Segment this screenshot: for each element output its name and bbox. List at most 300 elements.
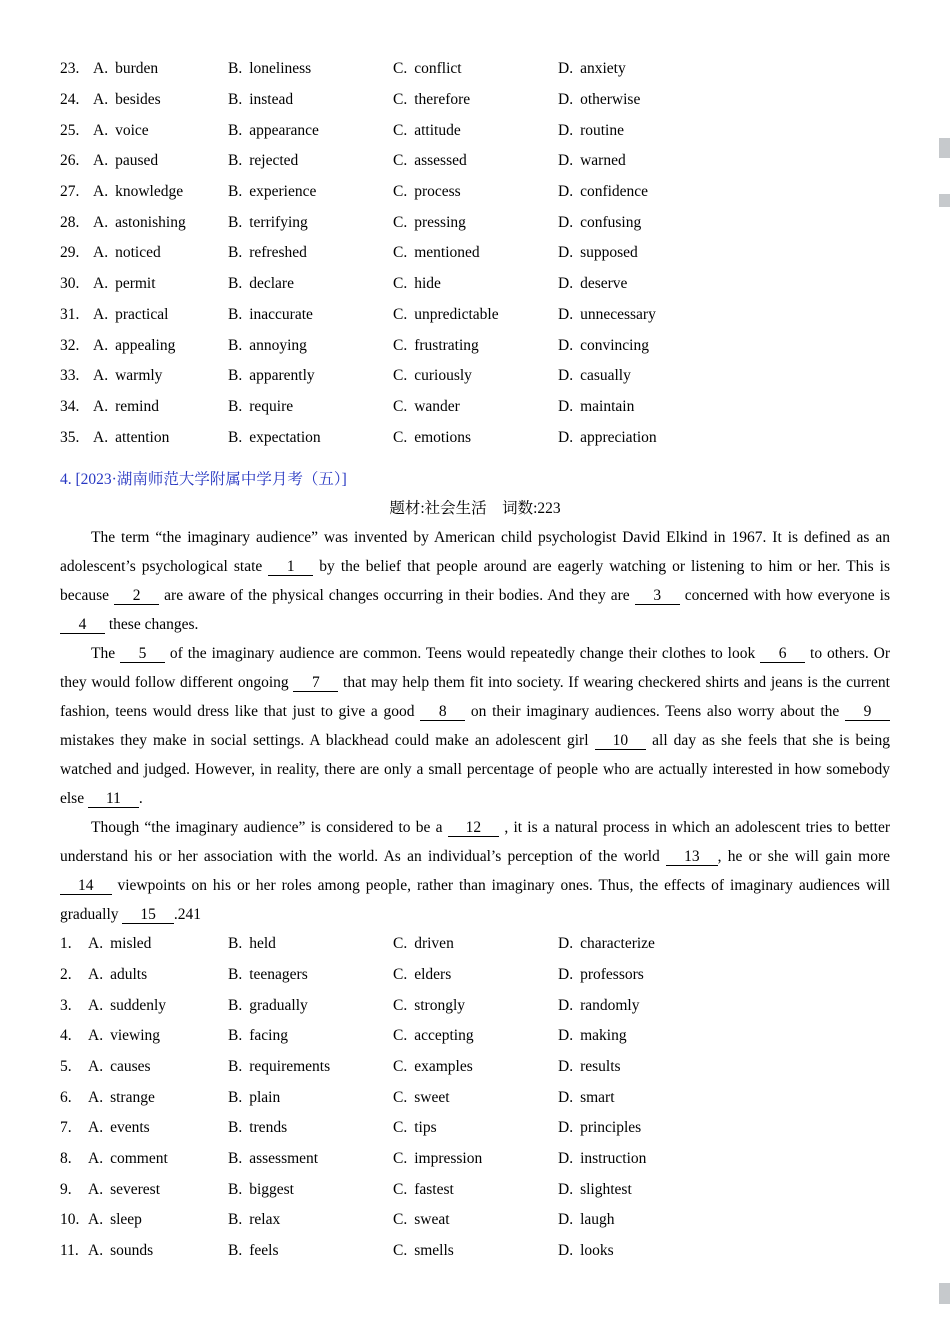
option-a <box>93 367 228 385</box>
blank-number: 10 <box>612 731 629 749</box>
option-text: warmly <box>115 367 163 385</box>
option-label: C. <box>393 152 408 170</box>
option-b <box>228 60 393 78</box>
option-label: D. <box>558 183 574 201</box>
option-b <box>228 1089 393 1107</box>
option-a <box>88 935 228 953</box>
option-label: D. <box>558 336 574 354</box>
option-text: pressing <box>414 213 466 231</box>
option-text: process <box>414 183 461 201</box>
blank-number: 7 <box>311 673 320 691</box>
question-number: 32. <box>60 336 80 354</box>
cloze-blank <box>595 732 647 750</box>
option-text: maintain <box>580 397 635 415</box>
option-a <box>93 244 228 262</box>
option-label: C. <box>393 1150 408 1168</box>
option-label: D. <box>558 1150 574 1168</box>
cloze-passage <box>60 523 890 929</box>
option-text: sounds <box>110 1242 154 1260</box>
option-text: elders <box>414 965 452 983</box>
section-header: 4. [2023·湖南师范大学附属中学月考（五）] <box>60 470 347 488</box>
question-row <box>60 238 890 269</box>
passage-text: by the belief that people around are eagerly watching or listening to him or her. This is because <box>60 557 891 604</box>
option-text: declare <box>249 275 294 293</box>
option-label: C. <box>393 397 408 415</box>
option-text: paused <box>115 152 159 170</box>
option-label: B. <box>228 60 243 78</box>
option-label: C. <box>393 244 408 262</box>
option-label: A. <box>93 275 109 293</box>
option-a <box>88 1150 228 1168</box>
question-number: 4. <box>60 1027 72 1045</box>
question-number: 11. <box>60 1242 79 1260</box>
option-label: C. <box>393 428 408 446</box>
option-a <box>93 306 228 324</box>
question-row <box>60 330 890 361</box>
option-c <box>393 367 558 385</box>
passage-paragraph <box>60 813 890 929</box>
cloze-blank <box>448 819 500 837</box>
question-row <box>60 392 890 423</box>
question-number: 8. <box>60 1150 72 1168</box>
question-row <box>60 1236 890 1267</box>
option-d <box>558 1211 890 1229</box>
question-row <box>60 207 890 238</box>
passage-text: all day as she feels that she is being watched and judged. However, in reality, there are only a small percentage of people who are actually interested in how somebody else <box>60 731 890 807</box>
option-b <box>228 1181 393 1199</box>
question-row <box>60 54 890 85</box>
question-row <box>60 960 890 991</box>
option-label: D. <box>558 935 574 953</box>
option-text: warned <box>580 152 626 170</box>
option-c <box>393 183 558 201</box>
option-c <box>393 1089 558 1107</box>
option-text: frustrating <box>414 336 479 354</box>
option-b <box>228 244 393 262</box>
option-text: noticed <box>115 244 161 262</box>
passage-paragraph <box>60 523 890 639</box>
option-a <box>88 1181 228 1199</box>
question-number: 30. <box>60 275 80 293</box>
option-c <box>393 337 558 355</box>
option-label: A. <box>93 305 109 323</box>
option-text: wander <box>414 397 460 415</box>
option-c <box>393 275 558 293</box>
question-row <box>60 361 890 392</box>
option-text: instruction <box>580 1150 647 1168</box>
option-text: severest <box>110 1180 160 1198</box>
option-label: D. <box>558 1242 574 1260</box>
option-label: C. <box>393 1211 408 1229</box>
question-list-lower <box>60 929 890 1267</box>
option-d <box>558 1058 890 1076</box>
option-label: A. <box>93 152 109 170</box>
option-d <box>558 966 890 984</box>
option-c <box>393 244 558 262</box>
option-label: A. <box>93 213 109 231</box>
question-list-upper <box>60 54 890 453</box>
option-text: mentioned <box>414 244 480 262</box>
option-label: B. <box>228 305 243 323</box>
option-a <box>88 1242 228 1260</box>
option-c <box>393 122 558 140</box>
option-label: B. <box>228 244 243 262</box>
option-label: A. <box>88 1180 104 1198</box>
option-text: driven <box>414 935 454 953</box>
option-text: curiously <box>414 367 472 385</box>
option-label: B. <box>228 152 243 170</box>
option-label: A. <box>88 1058 104 1076</box>
option-text: require <box>249 397 294 415</box>
question-number: 31. <box>60 305 80 323</box>
passage-text: . <box>138 789 143 807</box>
option-text: biggest <box>249 1180 294 1198</box>
question-number: 9. <box>60 1180 72 1198</box>
option-d <box>558 429 890 447</box>
option-text: laugh <box>580 1211 615 1229</box>
option-label: B. <box>228 1180 243 1198</box>
option-label: C. <box>393 1058 408 1076</box>
option-a <box>88 1027 228 1045</box>
option-label: C. <box>393 275 408 293</box>
question-row <box>60 1021 890 1052</box>
option-text: examples <box>414 1058 473 1076</box>
option-label: A. <box>88 1150 104 1168</box>
option-text: conflict <box>414 60 462 78</box>
cloze-blank <box>120 645 165 663</box>
option-text: unpredictable <box>414 305 499 323</box>
option-text: annoying <box>249 336 307 354</box>
passage-text: that may help them fit into society. If wearing checkered shirts and jeans is the current fashion, teens would dress like that just to give a good <box>60 673 890 720</box>
option-b <box>228 1027 393 1045</box>
option-text: trends <box>249 1119 288 1137</box>
option-label: C. <box>393 60 408 78</box>
option-text: besides <box>115 91 161 109</box>
option-d <box>558 275 890 293</box>
passage-text: to others. Or they would follow different ongoing <box>60 644 891 691</box>
option-text: permit <box>115 275 156 293</box>
option-text: impression <box>414 1150 483 1168</box>
option-label: A. <box>93 183 109 201</box>
question-number: 29. <box>60 244 80 262</box>
option-c <box>393 306 558 324</box>
option-label: A. <box>88 1119 104 1137</box>
option-a <box>88 997 228 1015</box>
option-text: emotions <box>414 428 472 446</box>
option-text: facing <box>249 1027 288 1045</box>
option-label: D. <box>558 1027 574 1045</box>
question-row <box>60 146 890 177</box>
question-row <box>60 1174 890 1205</box>
cloze-blank <box>114 587 159 605</box>
option-label: B. <box>228 1242 243 1260</box>
option-text: looks <box>580 1242 614 1260</box>
question-number: 26. <box>60 152 80 170</box>
passage-text: The term “the imaginary audience” was invented by American child psychologist David Elkind in 1967. It is defined as an adolescent’s psychological state <box>60 528 890 575</box>
option-text: randomly <box>580 996 640 1014</box>
option-text: plain <box>249 1088 281 1106</box>
question-row <box>60 269 890 300</box>
option-text: deserve <box>580 275 628 293</box>
question-row <box>60 929 890 960</box>
option-d <box>558 997 890 1015</box>
option-label: B. <box>228 1058 243 1076</box>
option-text: requirements <box>249 1058 331 1076</box>
option-a <box>93 214 228 232</box>
question-row <box>60 300 890 331</box>
option-label: B. <box>228 1211 243 1229</box>
option-label: A. <box>88 1211 104 1229</box>
passage-text: on their imaginary audiences. Teens also worry about the <box>465 702 845 720</box>
option-c <box>393 1119 558 1137</box>
option-b <box>228 997 393 1015</box>
option-b <box>228 275 393 293</box>
passage-meta: 题材:社会生活 词数:223 <box>389 499 561 517</box>
option-text: feels <box>249 1242 279 1260</box>
option-text: misled <box>110 935 152 953</box>
question-row <box>60 1113 890 1144</box>
option-label: B. <box>228 275 243 293</box>
option-text: convincing <box>580 336 649 354</box>
passage-text: are aware of the physical changes occurring in their bodies. And they are <box>159 586 635 604</box>
option-text: appearance <box>249 121 319 139</box>
option-c <box>393 429 558 447</box>
option-label: C. <box>393 1242 408 1260</box>
blank-number: 14 <box>78 876 94 894</box>
question-row <box>60 177 890 208</box>
option-label: B. <box>228 213 243 231</box>
option-d <box>558 1119 890 1137</box>
option-text: events <box>110 1119 150 1137</box>
option-d <box>558 60 890 78</box>
option-text: teenagers <box>249 965 308 983</box>
option-text: sweat <box>414 1211 450 1229</box>
option-c <box>393 398 558 416</box>
passage-text: , he or she will gain more <box>717 847 890 865</box>
option-label: C. <box>393 965 408 983</box>
question-row <box>60 422 890 453</box>
option-text: suddenly <box>110 996 167 1014</box>
passage-text: of the imaginary audience are common. Teens would repeatedly change their clothes to look <box>165 644 761 662</box>
cloze-blank <box>60 616 105 634</box>
option-c <box>393 1181 558 1199</box>
question-row <box>60 85 890 116</box>
option-b <box>228 935 393 953</box>
option-c <box>393 1058 558 1076</box>
option-a <box>88 1211 228 1229</box>
question-row <box>60 1205 890 1236</box>
option-label: D. <box>558 996 574 1014</box>
passage-text: Though “the imaginary audience” is considered to be a <box>91 818 448 836</box>
option-text: strongly <box>414 996 466 1014</box>
option-text: burden <box>115 60 159 78</box>
question-number: 34. <box>60 397 80 415</box>
option-b <box>228 337 393 355</box>
option-d <box>558 152 890 170</box>
question-row <box>60 1052 890 1083</box>
question-number: 1. <box>60 935 72 953</box>
option-text: fastest <box>414 1180 454 1198</box>
question-number: 25. <box>60 121 80 139</box>
question-number: 23. <box>60 60 80 78</box>
option-text: held <box>249 935 276 953</box>
option-label: A. <box>93 428 109 446</box>
option-b <box>228 1058 393 1076</box>
option-label: D. <box>558 1180 574 1198</box>
blank-number: 13 <box>684 847 700 865</box>
option-label: D. <box>558 152 574 170</box>
option-c <box>393 214 558 232</box>
option-label: D. <box>558 1088 574 1106</box>
option-label: D. <box>558 397 574 415</box>
option-b <box>228 398 393 416</box>
option-d <box>558 306 890 324</box>
option-label: B. <box>228 397 243 415</box>
passage-paragraph <box>60 639 890 813</box>
option-text: attention <box>115 428 170 446</box>
option-d <box>558 935 890 953</box>
option-text: refreshed <box>249 244 307 262</box>
passage-text: concerned with how everyone is <box>679 586 890 604</box>
option-text: slightest <box>580 1180 632 1198</box>
question-number: 6. <box>60 1088 72 1106</box>
question-number: 2. <box>60 965 72 983</box>
option-d <box>558 1150 890 1168</box>
option-label: A. <box>88 935 104 953</box>
passage-text: .241 <box>173 905 202 923</box>
option-label: B. <box>228 965 243 983</box>
question-number: 27. <box>60 183 80 201</box>
option-label: B. <box>228 183 243 201</box>
option-a <box>88 1089 228 1107</box>
cloze-blank <box>60 877 112 895</box>
option-text: unnecessary <box>580 305 656 323</box>
question-row <box>60 990 890 1021</box>
passage-text: mistakes they make in social settings. A blackhead could make an adolescent girl <box>60 731 595 749</box>
blank-number: 11 <box>105 789 121 807</box>
option-label: D. <box>558 91 574 109</box>
option-label: A. <box>93 397 109 415</box>
option-a <box>93 122 228 140</box>
option-text: accepting <box>414 1027 474 1045</box>
option-label: D. <box>558 367 574 385</box>
option-text: sleep <box>110 1211 142 1229</box>
option-label: D. <box>558 213 574 231</box>
option-d <box>558 91 890 109</box>
option-b <box>228 1211 393 1229</box>
option-label: C. <box>393 935 408 953</box>
option-label: D. <box>558 1058 574 1076</box>
cloze-blank <box>122 906 174 924</box>
option-label: A. <box>88 1242 104 1260</box>
option-c <box>393 997 558 1015</box>
option-d <box>558 398 890 416</box>
option-text: anxiety <box>580 60 626 78</box>
option-d <box>558 122 890 140</box>
option-text: relax <box>249 1211 281 1229</box>
option-c <box>393 1242 558 1260</box>
option-text: casually <box>580 367 631 385</box>
option-text: knowledge <box>115 183 184 201</box>
option-label: C. <box>393 91 408 109</box>
blank-number: 1 <box>286 557 295 575</box>
option-label: D. <box>558 428 574 446</box>
cloze-blank <box>845 703 890 721</box>
option-label: D. <box>558 1211 574 1229</box>
option-a <box>93 337 228 355</box>
option-text: assessment <box>249 1150 319 1168</box>
option-text: supposed <box>580 244 638 262</box>
question-row <box>60 1144 890 1175</box>
option-text: smart <box>580 1088 615 1106</box>
question-number: 33. <box>60 367 80 385</box>
option-d <box>558 337 890 355</box>
option-label: C. <box>393 1027 408 1045</box>
option-label: D. <box>558 60 574 78</box>
blank-number: 15 <box>140 905 156 923</box>
option-label: C. <box>393 183 408 201</box>
option-label: B. <box>228 1088 243 1106</box>
option-text: attitude <box>414 121 461 139</box>
option-text: inaccurate <box>249 305 313 323</box>
passage-text: viewpoints on his or her roles among people, rather than imaginary ones. Thus, the effects of imaginary audiences will gradually <box>60 876 890 923</box>
option-d <box>558 183 890 201</box>
option-label: C. <box>393 305 408 323</box>
passage-text: The <box>91 644 121 662</box>
option-label: B. <box>228 91 243 109</box>
option-text: principles <box>580 1119 642 1137</box>
option-label: C. <box>393 1119 408 1137</box>
option-text: therefore <box>414 91 471 109</box>
option-text: viewing <box>110 1027 161 1045</box>
option-text: experience <box>249 183 317 201</box>
question-number: 28. <box>60 213 80 231</box>
option-a <box>93 60 228 78</box>
blank-number: 2 <box>132 586 141 604</box>
option-a <box>93 429 228 447</box>
option-label: A. <box>93 336 109 354</box>
option-label: D. <box>558 275 574 293</box>
option-text: causes <box>110 1058 151 1076</box>
option-b <box>228 1150 393 1168</box>
option-text: confusing <box>580 213 642 231</box>
option-a <box>93 183 228 201</box>
passage-text: these changes. <box>105 615 199 633</box>
option-a <box>93 91 228 109</box>
option-label: A. <box>88 965 104 983</box>
question-number: 3. <box>60 996 72 1014</box>
option-text: loneliness <box>249 60 312 78</box>
option-a <box>88 966 228 984</box>
option-b <box>228 367 393 385</box>
option-label: C. <box>393 121 408 139</box>
option-label: D. <box>558 1119 574 1137</box>
option-label: B. <box>228 428 243 446</box>
question-number: 7. <box>60 1119 72 1137</box>
option-text: smells <box>414 1242 454 1260</box>
option-label: C. <box>393 1180 408 1198</box>
option-text: voice <box>115 121 149 139</box>
option-label: A. <box>93 91 109 109</box>
option-label: D. <box>558 305 574 323</box>
option-text: adults <box>110 965 148 983</box>
option-d <box>558 367 890 385</box>
option-text: appreciation <box>580 428 657 446</box>
option-text: otherwise <box>580 91 641 109</box>
option-d <box>558 244 890 262</box>
option-text: tips <box>414 1119 437 1137</box>
option-b <box>228 152 393 170</box>
